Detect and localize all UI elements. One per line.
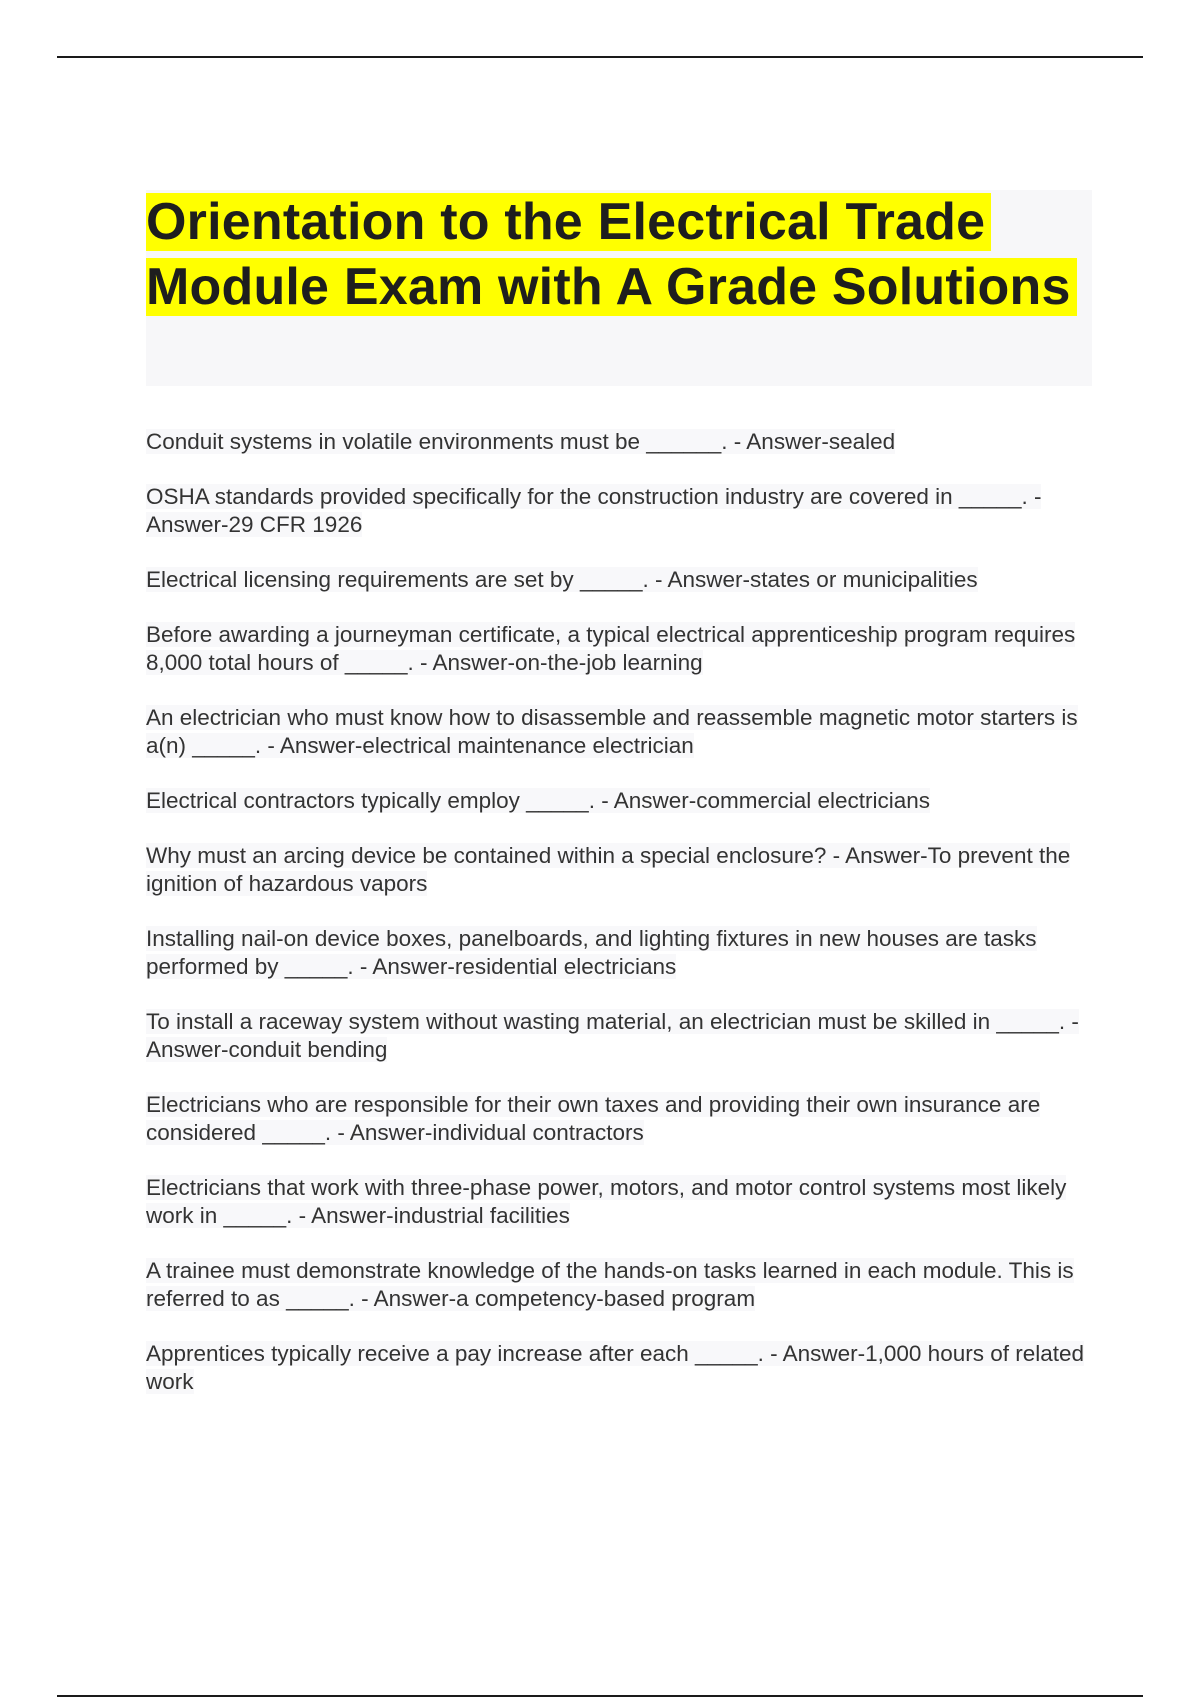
qa-item: A trainee must demonstrate knowledge of the hands-on tasks learned in each module. This is referred to as _____. - Answer-a competency-based program — [146, 1258, 1074, 1311]
qa-item: An electrician who must know how to disassemble and reassemble magnetic motor starters is a(n) _____. - Answer-electrical maintenance electrician — [146, 705, 1078, 758]
qa-item: To install a raceway system without wasting material, an electrician must be skilled in _____. - Answer-conduit bending — [146, 1009, 1079, 1062]
qa-item: Before awarding a journeyman certificate, a typical electrical apprenticeship program requires 8,000 total hours of _____. - Answer-on-the-job learning — [146, 622, 1076, 675]
top-rule — [57, 56, 1143, 58]
qa-item: Electricians who are responsible for their own taxes and providing their own insurance are considered _____. - Answer-individual contractors — [146, 1092, 1041, 1145]
qa-item: Installing nail-on device boxes, panelboards, and lighting fixtures in new houses are tasks performed by _____. - Answer-residential electricians — [146, 926, 1037, 979]
qa-item: Conduit systems in volatile environments must be ______. - Answer-sealed — [146, 429, 896, 454]
qa-item: Electrical licensing requirements are set by _____. - Answer-states or municipalities — [146, 567, 978, 592]
bottom-rule — [57, 1695, 1143, 1697]
qa-item: OSHA standards provided specifically for the construction industry are covered in _____. - Answer-29 CFR 1926 — [146, 484, 1042, 537]
document-title — [146, 190, 1092, 320]
title-block — [146, 190, 1092, 386]
question-answer-list — [146, 428, 1086, 1423]
qa-item: Why must an arcing device be contained within a special enclosure? - Answer-To prevent the ignition of hazardous vapors — [146, 843, 1071, 896]
qa-item: Electricians that work with three-phase power, motors, and motor control systems most likely work in _____. - Answer-industrial facilities — [146, 1175, 1067, 1228]
qa-item: Apprentices typically receive a pay increase after each _____. - Answer-1,000 hours of related work — [146, 1341, 1085, 1394]
qa-item: Electrical contractors typically employ _____. - Answer-commercial electricians — [146, 788, 931, 813]
document-title-highlight: Orientation to the Electrical Trade Module Exam with A Grade Solutions — [146, 193, 1077, 316]
